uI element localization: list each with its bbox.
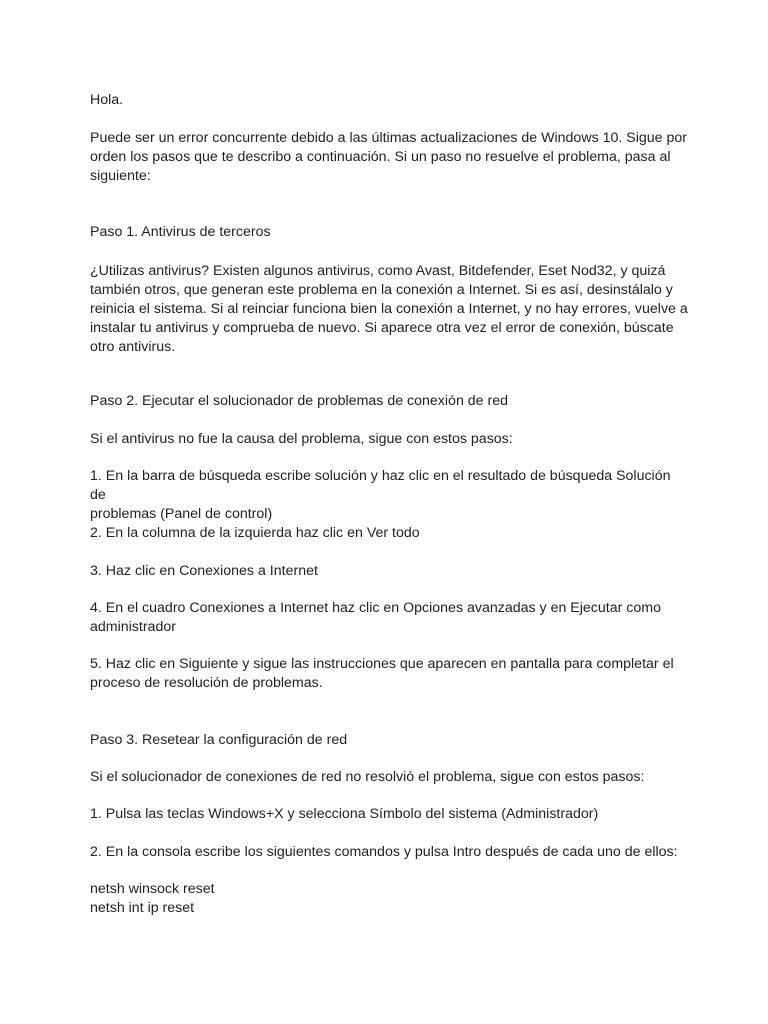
step2-item-4: 4. En el cuadro Conexiones a Internet haz clic en Opciones avanzadas y en Ejecutar como administrador xyxy=(90,600,661,635)
step3-heading: Paso 3. Resetear la configuración de red xyxy=(90,732,348,748)
step1-heading: Paso 1. Antivirus de terceros xyxy=(90,224,271,240)
greeting-text: Hola. xyxy=(90,92,124,108)
step3-item-2: 2. En la consola escribe los siguientes comandos y pulsa Intro después de cada uno de ellos: xyxy=(90,844,678,860)
intro-paragraph: Puede ser un error concurrente debido a las últimas actualizaciones de Windows 10. Sigue por orden los pasos que te describo a continuación. Si un paso no resuelve el problema, pasa al siguiente: xyxy=(90,130,687,184)
command-list: netsh winsock reset netsh int ip reset xyxy=(90,881,215,916)
step2-item-3: 3. Haz clic en Conexiones a Internet xyxy=(90,563,318,579)
step2-heading: Paso 2. Ejecutar el solucionador de problemas de conexión de red xyxy=(90,393,509,409)
step2-item-2: 2. En la columna de la izquierda haz clic en Ver todo xyxy=(90,525,420,541)
step1-body: ¿Utilizas antivirus? Existen algunos antivirus, como Avast, Bitdefender, Eset Nod32, y quizá también otros, que generan este problema en la conexión a Internet. Si es así, desinstálalo y reinicia el sistema. Si al reinciar funciona bien la conexión a Internet, y no hay errores, vuelve a instalar tu antivirus y comprueba de nuevo. Si aparece otra vez el error de conexión, búscate otro antivirus. xyxy=(90,263,688,355)
step2-item-1: 1. En la barra de búsqueda escribe solución y haz clic en el resultado de búsqueda Solución de problemas (Panel de control) xyxy=(90,468,671,522)
step2-intro: Si el antivirus no fue la causa del problema, sigue con estos pasos: xyxy=(90,431,513,447)
step2-item-5: 5. Haz clic en Siguiente y sigue las instrucciones que aparecen en pantalla para completar el proceso de resolución de problemas. xyxy=(90,656,674,691)
step3-item-1: 1. Pulsa las teclas Windows+X y selecciona Símbolo del sistema (Administrador) xyxy=(90,806,599,822)
step3-intro: Si el solucionador de conexiones de red no resolvió el problema, sigue con estos pasos: xyxy=(90,769,645,785)
